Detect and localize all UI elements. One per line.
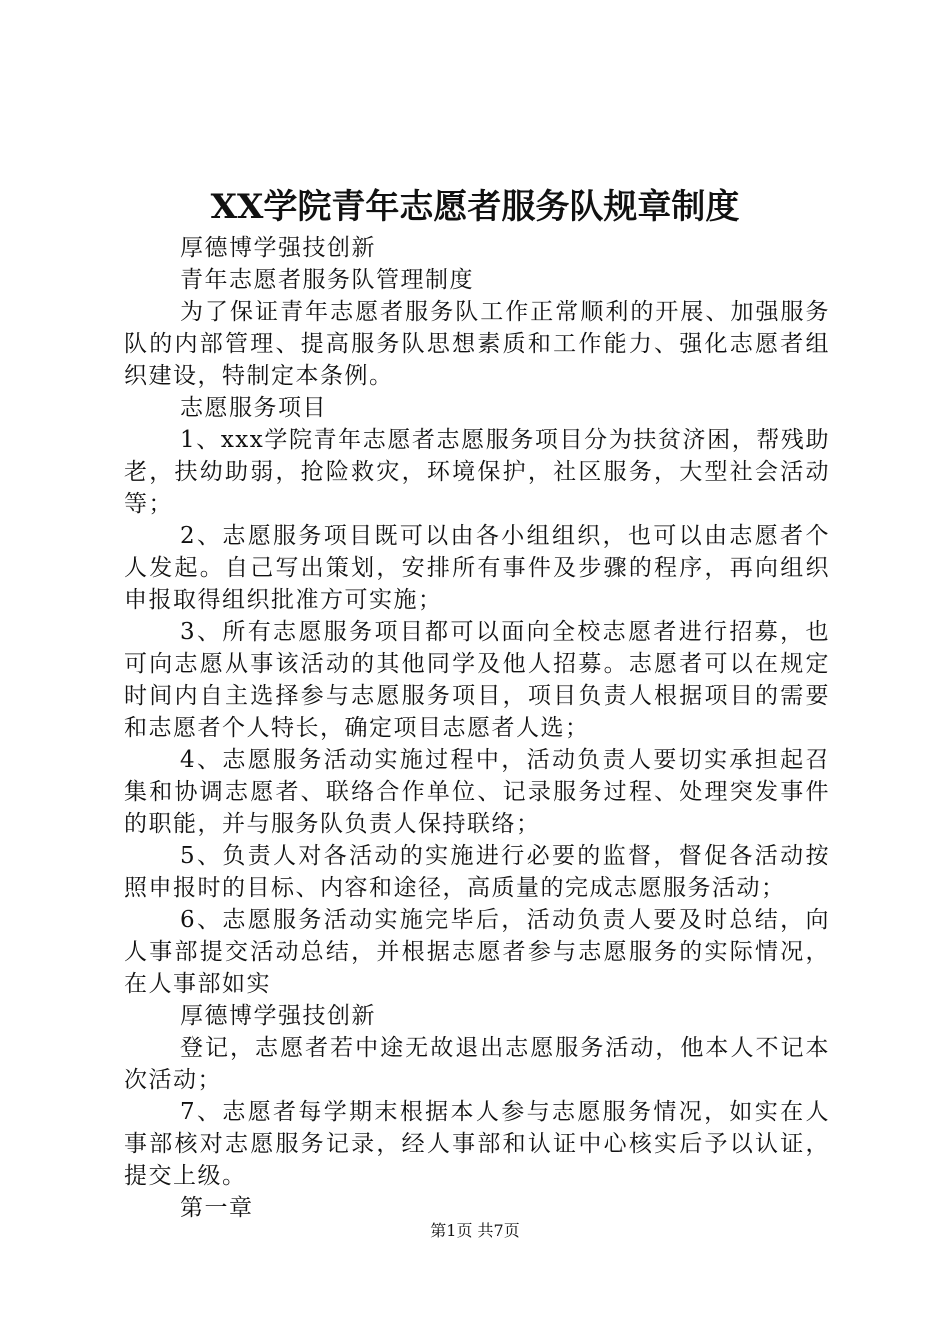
- paragraph-item-3: 3、所有志愿服务项目都可以面向全校志愿者进行招募，也可向志愿从事该活动的其他同学及他人招募。志愿者可以在规定时间内自主选择参与志愿服务项目，项目负责人根据项目的需要和志愿者个人特长，确定项目志愿者人选；: [124, 619, 830, 741]
- paragraph-section-heading: 志愿服务项目: [180, 395, 327, 421]
- paragraph-item-7: 7、志愿者每学期末根据本人参与志愿服务情况，如实在人事部核对志愿服务记录，经人事部和认证中心核实后予以认证，提交上级。: [124, 1099, 830, 1189]
- paragraph-item-5: 5、负责人对各活动的实施进行必要的监督，督促各活动按照申报时的目标、内容和途径，高质量的完成志愿服务活动；: [124, 843, 830, 901]
- paragraph-item-1: 1、xxx学院青年志愿者志愿服务项目分为扶贫济困，帮残助老，扶幼助弱，抢险救灾，环境保护，社区服务，大型社会活动等；: [124, 427, 830, 517]
- page-footer: 第1页 共7页: [430, 1221, 520, 1240]
- document-title: XX学院青年志愿者服务队规章制度: [210, 187, 740, 227]
- paragraph-intro: 为了保证青年志愿者服务队工作正常顺利的开展、加强服务队的内部管理、提高服务队思想素质和工作能力、强化志愿者组织建设，特制定本条例。: [124, 299, 830, 389]
- paragraph-item-6-continued: 登记，志愿者若中途无故退出志愿服务活动，他本人不记本次活动；: [124, 1035, 830, 1093]
- paragraph-item-6: 6、志愿服务活动实施完毕后，活动负责人要及时总结，向人事部提交活动总结，并根据志愿者参与志愿服务的实际情况，在人事部如实: [124, 907, 830, 997]
- paragraph-motto-repeat: 厚德博学强技创新: [180, 1003, 376, 1029]
- paragraph-subtitle: 青年志愿者服务队管理制度: [180, 267, 474, 293]
- paragraph-chapter-heading: 第一章: [180, 1195, 254, 1221]
- paragraph-item-4: 4、志愿服务活动实施过程中，活动负责人要切实承担起召集和协调志愿者、联络合作单位、记录服务过程、处理突发事件的职能，并与服务队负责人保持联络；: [124, 747, 830, 837]
- paragraph-motto: 厚德博学强技创新: [180, 235, 376, 261]
- paragraph-item-2: 2、志愿服务项目既可以由各小组组织，也可以由志愿者个人发起。自己写出策划，安排所有事件及步骤的程序，再向组织申报取得组织批准方可实施；: [124, 523, 830, 613]
- document-body: [124, 232, 830, 1224]
